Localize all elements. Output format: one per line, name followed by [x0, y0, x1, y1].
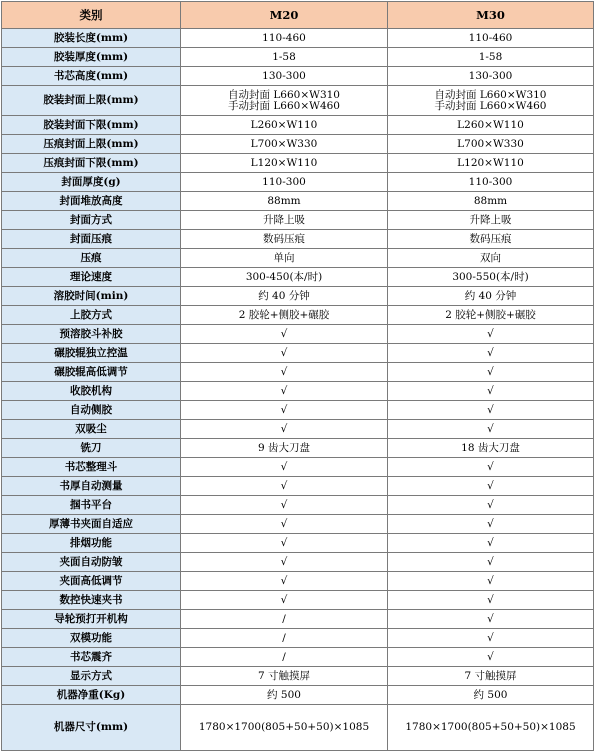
value-m20 [181, 553, 388, 572]
value-m30-line: √ [487, 384, 494, 397]
spec-table [1, 1, 594, 751]
value-m20-line: √ [280, 403, 288, 416]
spec-row [2, 496, 594, 515]
value-m20-line: √ [280, 536, 288, 549]
value-m20 [181, 534, 388, 553]
value-m30-line: 1780×1700(805+50+50)×1085 [405, 721, 576, 733]
value-m20-line: L700×W330 [250, 137, 318, 150]
value-m20 [181, 306, 388, 325]
value-m30 [388, 135, 594, 154]
value-m20-line: √ [280, 593, 288, 606]
header-model-m20: M20 [181, 2, 388, 29]
header-category: 类别 [2, 2, 181, 29]
value-m30-line: √ [487, 517, 494, 530]
value-m30 [388, 29, 594, 48]
spec-label: 书芯高度(mm) [2, 67, 181, 86]
value-m20 [181, 496, 388, 515]
spec-row [2, 401, 594, 420]
value-m30 [388, 344, 594, 363]
value-m20 [181, 48, 388, 67]
spec-row [2, 29, 594, 48]
value-m30 [388, 249, 594, 268]
value-m30 [388, 401, 594, 420]
value-m30-line: 110-300 [468, 175, 513, 188]
spec-label: 机器尺寸(mm) [2, 705, 181, 751]
spec-label: 排烟功能 [2, 534, 181, 553]
value-m20-line: 9 齿大刀盘 [257, 441, 311, 454]
value-m20 [181, 192, 388, 211]
value-m30 [388, 325, 594, 344]
value-m30-line: L120×W110 [457, 156, 524, 169]
spec-row [2, 192, 594, 211]
value-m20 [181, 648, 388, 667]
value-m20-line: / [282, 631, 286, 644]
value-m30 [388, 154, 594, 173]
value-m30 [388, 572, 594, 591]
spec-label: 收胶机构 [2, 382, 181, 401]
spec-row [2, 154, 594, 173]
spec-row [2, 135, 594, 154]
spec-label: 掴书平台 [2, 496, 181, 515]
spec-row [2, 363, 594, 382]
spec-label: 上胶方式 [2, 306, 181, 325]
spec-label: 压痕封面下限(mm) [2, 154, 181, 173]
spec-row [2, 287, 594, 306]
spec-label: 压痕封面上限(mm) [2, 135, 181, 154]
value-m20-line: L260×W110 [250, 118, 318, 131]
value-m20 [181, 67, 388, 86]
value-m30-line: √ [487, 460, 494, 473]
value-m20-line: 300-450(本/时) [245, 270, 323, 283]
value-m20 [181, 458, 388, 477]
value-m20-line: 数码压痕 [263, 232, 305, 245]
value-m30 [388, 458, 594, 477]
value-m20 [181, 230, 388, 249]
spec-row [2, 439, 594, 458]
value-m30-line: √ [487, 631, 494, 644]
spec-label: 厚薄书夹面自适应 [2, 515, 181, 534]
value-m30 [388, 420, 594, 439]
value-m20-line: 2 胶轮+侧胶+碾胶 [238, 308, 330, 321]
spec-label: 数控快速夹书 [2, 591, 181, 610]
value-m20 [181, 382, 388, 401]
value-m20-line: √ [280, 517, 288, 530]
spec-label: 封面堆放高度 [2, 192, 181, 211]
spec-row [2, 173, 594, 192]
spec-row [2, 458, 594, 477]
spec-label: 溶胶时间(min) [2, 287, 181, 306]
value-m20 [181, 287, 388, 306]
spec-row [2, 230, 594, 249]
spec-row [2, 515, 594, 534]
value-m20-line: √ [280, 555, 288, 568]
value-m20-line: 约 40 分钟 [258, 289, 310, 302]
spec-label: 胶装厚度(mm) [2, 48, 181, 67]
value-m20 [181, 344, 388, 363]
value-m30 [388, 192, 594, 211]
value-m20-line: √ [280, 574, 288, 587]
value-m30 [388, 534, 594, 553]
spec-label: 书芯整理斗 [2, 458, 181, 477]
value-m20-line: 110-460 [262, 31, 306, 44]
value-m20 [181, 401, 388, 420]
value-m20 [181, 86, 388, 116]
spec-row [2, 629, 594, 648]
value-m30-line: L260×W110 [457, 118, 524, 131]
value-m30-line: 300-550(本/时) [452, 270, 529, 283]
value-m30 [388, 515, 594, 534]
value-m30-line: √ [487, 365, 494, 378]
value-m30-line: 130-300 [468, 69, 513, 82]
value-m30 [388, 686, 594, 705]
spec-label: 碾胶辊高低调节 [2, 363, 181, 382]
value-m20-line: √ [280, 365, 288, 378]
value-m30 [388, 705, 594, 751]
value-m20-line: 130-300 [262, 69, 306, 82]
spec-row [2, 591, 594, 610]
value-m30 [388, 287, 594, 306]
value-m20-line: 手动封面 L660×W460 [228, 99, 340, 112]
value-m20-line: 1780×1700(805+50+50)×1085 [198, 721, 370, 733]
spec-row [2, 477, 594, 496]
spec-label: 书芯震齐 [2, 648, 181, 667]
spec-label: 铣刀 [2, 439, 181, 458]
value-m20-line: √ [280, 460, 288, 473]
value-m20 [181, 686, 388, 705]
value-m20 [181, 211, 388, 230]
value-m30 [388, 382, 594, 401]
value-m20 [181, 173, 388, 192]
value-m20 [181, 363, 388, 382]
value-m30-line: 数码压痕 [469, 232, 512, 245]
spec-label: 封面厚度(g) [2, 173, 181, 192]
value-m30-line: 升降上吸 [469, 213, 512, 226]
value-m30-line: √ [487, 612, 494, 625]
spec-label: 胶装封面下限(mm) [2, 116, 181, 135]
spec-label: 封面方式 [2, 211, 181, 230]
value-m30-line: √ [487, 403, 494, 416]
value-m20 [181, 439, 388, 458]
value-m30 [388, 439, 594, 458]
spec-label: 胶装长度(mm) [2, 29, 181, 48]
spec-label: 夹面自动防皱 [2, 553, 181, 572]
value-m20-line: √ [280, 479, 288, 492]
value-m20-line: √ [280, 422, 288, 435]
value-m30-line: L700×W330 [457, 137, 524, 150]
value-m30-line: 88mm [473, 194, 508, 207]
value-m30-line: 1-58 [478, 50, 503, 63]
value-m20 [181, 116, 388, 135]
value-m30 [388, 211, 594, 230]
value-m20-line: L120×W110 [250, 156, 318, 169]
spec-row [2, 249, 594, 268]
value-m30-line: 自动封面 L660×W310 [434, 88, 547, 101]
spec-row [2, 306, 594, 325]
spec-label: 显示方式 [2, 667, 181, 686]
value-m30 [388, 86, 594, 116]
spec-label: 预溶胶斗补胶 [2, 325, 181, 344]
value-m20-line: 升降上吸 [263, 213, 305, 226]
header-model-m30: M30 [388, 2, 594, 29]
value-m20-line: 自动封面 L660×W310 [228, 88, 340, 101]
spec-label: 理论速度 [2, 268, 181, 287]
value-m30 [388, 629, 594, 648]
value-m30-line: 110-460 [468, 31, 513, 44]
spec-row [2, 572, 594, 591]
value-m30 [388, 268, 594, 287]
value-m20-line: 单向 [273, 251, 295, 264]
spec-label: 自动侧胶 [2, 401, 181, 420]
value-m30 [388, 306, 594, 325]
spec-row [2, 420, 594, 439]
value-m20 [181, 325, 388, 344]
value-m30-line: 约 40 分钟 [464, 289, 517, 302]
spec-label: 压痕 [2, 249, 181, 268]
spec-label: 碾胶辊独立控温 [2, 344, 181, 363]
value-m30-line: 双向 [480, 251, 501, 264]
spec-row [2, 667, 594, 686]
value-m20-line: 7 寸触摸屏 [257, 669, 311, 682]
value-m20-line: 约 500 [267, 688, 301, 701]
spec-row [2, 268, 594, 287]
value-m30-line: 2 胶轮+侧胶+碾胶 [445, 308, 536, 321]
spec-row [2, 705, 594, 751]
value-m30 [388, 477, 594, 496]
spec-row [2, 211, 594, 230]
spec-row [2, 67, 594, 86]
value-m20-line: √ [280, 384, 288, 397]
spec-row [2, 344, 594, 363]
value-m30-line: √ [487, 536, 494, 549]
value-m30-line: √ [487, 555, 494, 568]
value-m30 [388, 667, 594, 686]
spec-label: 胶装封面上限(mm) [2, 86, 181, 116]
value-m20-line: / [282, 650, 286, 663]
spec-row [2, 686, 594, 705]
spec-label: 封面压痕 [2, 230, 181, 249]
spec-row [2, 382, 594, 401]
spec-label: 夹面高低调节 [2, 572, 181, 591]
value-m30-line: 手动封面 L660×W460 [434, 99, 547, 112]
value-m30 [388, 648, 594, 667]
spec-label: 书厚自动测量 [2, 477, 181, 496]
value-m30-line: √ [487, 593, 494, 606]
value-m30 [388, 553, 594, 572]
value-m20 [181, 135, 388, 154]
value-m20 [181, 420, 388, 439]
value-m20-line: √ [280, 327, 288, 340]
value-m30-line: √ [487, 574, 494, 587]
spec-label: 导轮预打开机构 [2, 610, 181, 629]
value-m30 [388, 496, 594, 515]
value-m20 [181, 515, 388, 534]
value-m30 [388, 591, 594, 610]
spec-label: 双模功能 [2, 629, 181, 648]
value-m30 [388, 116, 594, 135]
value-m30 [388, 48, 594, 67]
value-m20-line: / [282, 612, 286, 625]
spec-row [2, 648, 594, 667]
value-m30-line: √ [487, 498, 494, 511]
spec-label: 双吸尘 [2, 420, 181, 439]
spec-row [2, 48, 594, 67]
value-m20 [181, 629, 388, 648]
spec-row [2, 116, 594, 135]
value-m20 [181, 154, 388, 173]
value-m30-line: 约 500 [473, 688, 508, 701]
value-m30-line: 7 寸触摸屏 [464, 669, 517, 682]
value-m30-line: 18 齿大刀盘 [461, 441, 520, 454]
value-m20-line: √ [280, 498, 288, 511]
value-m20 [181, 705, 388, 751]
spec-row [2, 610, 594, 629]
spec-row [2, 553, 594, 572]
value-m30 [388, 67, 594, 86]
value-m20 [181, 268, 388, 287]
value-m20-line: 88mm [267, 194, 301, 207]
spec-row [2, 534, 594, 553]
value-m30 [388, 610, 594, 629]
value-m20 [181, 591, 388, 610]
value-m20 [181, 29, 388, 48]
value-m30-line: √ [487, 650, 494, 663]
value-m30-line: √ [487, 422, 494, 435]
value-m20 [181, 249, 388, 268]
spec-row [2, 325, 594, 344]
value-m30-line: √ [487, 346, 494, 359]
value-m30 [388, 363, 594, 382]
value-m20-line: 1-58 [272, 50, 296, 63]
value-m20-line: 110-300 [262, 175, 306, 188]
value-m30-line: √ [487, 327, 494, 340]
value-m20 [181, 667, 388, 686]
value-m30 [388, 173, 594, 192]
value-m30 [388, 230, 594, 249]
header-row [2, 2, 594, 29]
value-m20-line: √ [280, 346, 288, 359]
value-m20 [181, 572, 388, 591]
value-m30-line: √ [487, 479, 494, 492]
spec-label: 机器净重(Kg) [2, 686, 181, 705]
spec-row [2, 86, 594, 116]
value-m20 [181, 610, 388, 629]
value-m20 [181, 477, 388, 496]
